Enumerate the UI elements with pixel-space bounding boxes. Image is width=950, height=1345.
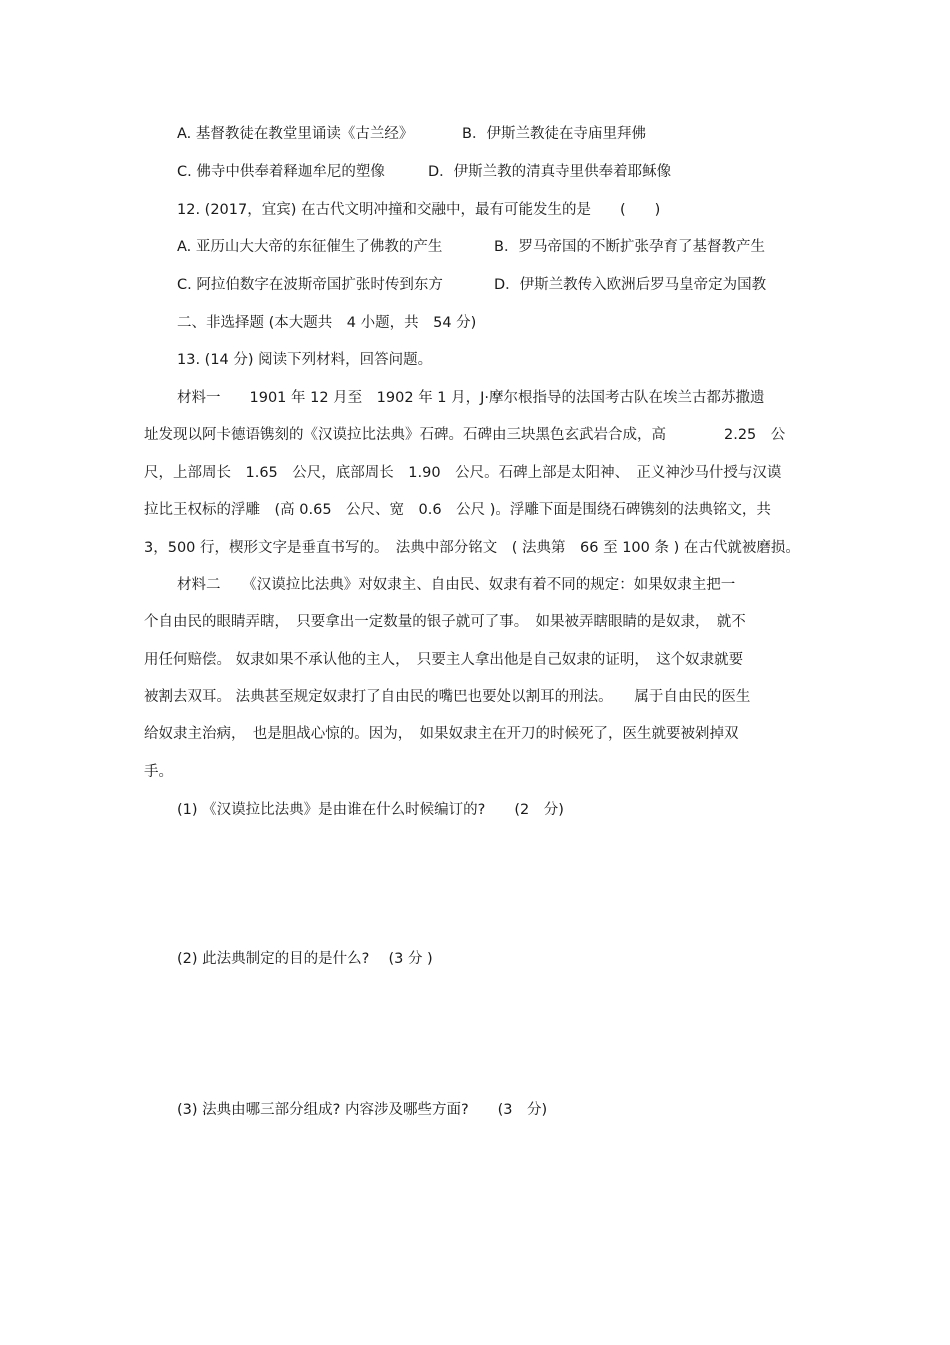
material2-line: 个自由民的眼睛弄瞎， 只要拿出一定数量的银子就可了事。 如果被弄瞎眼睛的是奴隶， 就不 bbox=[144, 614, 746, 630]
material1-line: 拉比王权标的浮雕 (高 0.65 公尺、宽 0.6 公尺 )。浮雕下面是围绕石碑镌刻的法典铭文，共 bbox=[144, 502, 771, 518]
material2-line: 手。 bbox=[144, 764, 173, 780]
material1-line: 材料一 1901 年 12 月至 1902 年 1 月，J·摩尔根指导的法国考古队在埃兰古都苏撒遗 bbox=[177, 390, 765, 406]
q12-option-d: D．伊斯兰教传入欧洲后罗马皇帝定为国教 bbox=[494, 277, 767, 293]
material1-line: 尺，上部周长 1.65 公尺，底部周长 1.90 公尺。石碑上部是太阳神、 正义神沙马什授与汉谟 bbox=[144, 465, 782, 481]
q13-stem: 13. (14 分) 阅读下列材料，回答问题。 bbox=[177, 352, 433, 368]
sub-question-1: (1) 《汉谟拉比法典》是由谁在什么时候编订的? (2 分) bbox=[177, 802, 564, 818]
sub-question-3: (3) 法典由哪三部分组成? 内容涉及哪些方面? (3 分) bbox=[177, 1102, 548, 1118]
material2-line: 用任何赔偿。 奴隶如果不承认他的主人， 只要主人拿出他是自己奴隶的证明， 这个奴隶就要 bbox=[144, 652, 744, 668]
material2-line: 给奴隶主治病， 也是胆战心惊的。因为， 如果奴隶主在开刀的时候死了，医生就要被剁掉双 bbox=[144, 726, 739, 742]
material1-line: 3，500 行，楔形文字是垂直书写的。 法典中部分铭文 ( 法典第 66 至 100 条 ) 在古代就被磨损。 bbox=[144, 540, 800, 556]
q12-option-c: C. 阿拉伯数字在波斯帝国扩张时传到东方 bbox=[177, 277, 443, 293]
q11-option-c: C. 佛寺中供奉着释迦牟尼的塑像 bbox=[177, 164, 385, 180]
q12-option-a: A. 亚历山大大帝的东征催生了佛教的产生 bbox=[177, 239, 443, 255]
q12-stem: 12. (2017，宜宾) 在古代文明冲撞和交融中，最有可能发生的是 ( ) bbox=[177, 202, 661, 218]
material2-line: 被割去双耳。 法典甚至规定奴隶打了自由民的嘴巴也要处以割耳的刑法。 属于自由民的医生 bbox=[144, 689, 751, 705]
sub-question-2: (2) 此法典制定的目的是什么? (3 分 ) bbox=[177, 951, 433, 967]
q11-option-a: A. 基督教徒在教堂里诵读《古兰经》 bbox=[177, 126, 414, 142]
q12-option-b: B．罗马帝国的不断扩张孕育了基督教产生 bbox=[494, 239, 765, 255]
material1-line: 址发现以阿卡德语镌刻的《汉谟拉比法典》石碑。石碑由三块黑色玄武岩合成，高 2.25 公 bbox=[144, 427, 786, 443]
q11-option-d: D．伊斯兰教的清真寺里供奉着耶稣像 bbox=[428, 164, 672, 180]
material2-line: 材料二 《汉谟拉比法典》对奴隶主、自由民、奴隶有着不同的规定：如果奴隶主把一 bbox=[177, 577, 736, 593]
section-title: 二、非选择题 (本大题共 4 小题，共 54 分) bbox=[177, 315, 477, 331]
q11-option-b: B．伊斯兰教徒在寺庙里拜佛 bbox=[462, 126, 646, 142]
